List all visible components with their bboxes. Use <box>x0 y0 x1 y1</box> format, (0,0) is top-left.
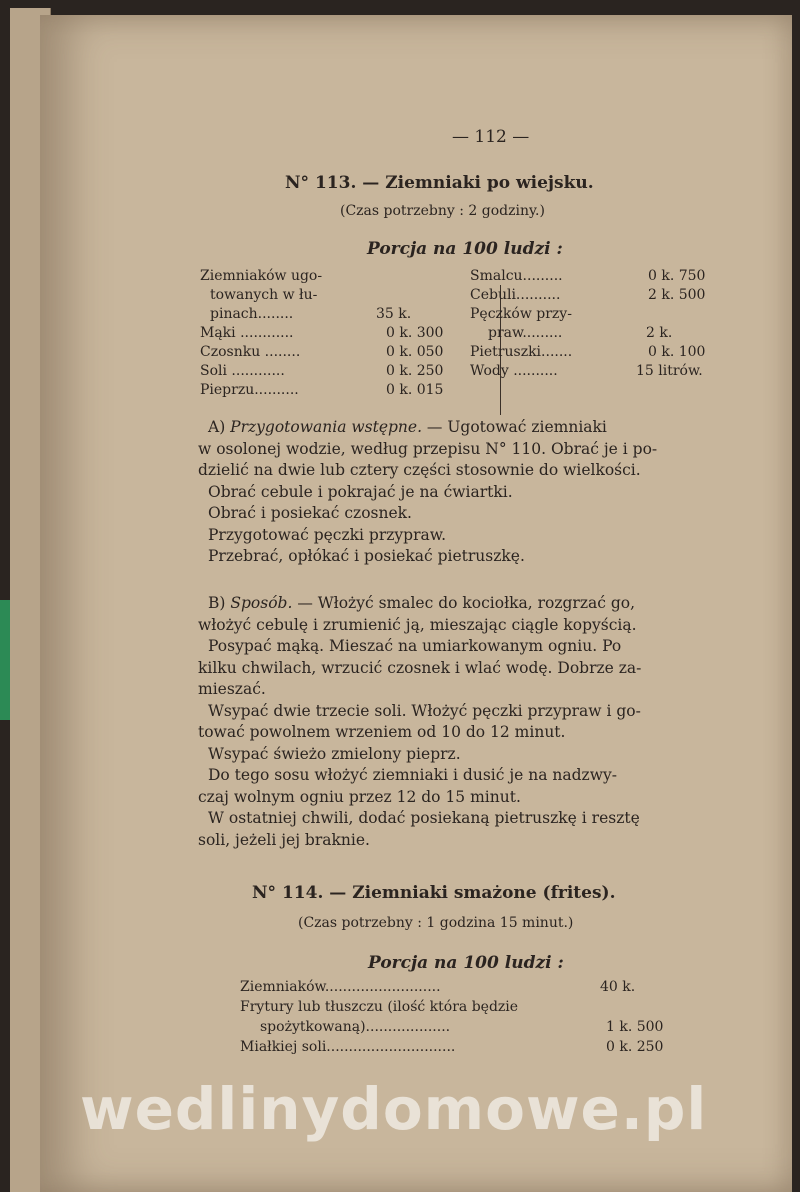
watermark: wedlinydomowe.pl <box>80 1075 708 1143</box>
book-page <box>40 15 792 1192</box>
ingredient-row: Czosnku ........ 0 k. 050 <box>200 344 444 360</box>
ingredient-row: Mąki ............ 0 k. 300 <box>200 325 444 341</box>
ingredient-row: Miałkiej soli............................. 0 k. 250 <box>240 1039 664 1055</box>
ingredient-row: Ziemniaków ugo- <box>200 268 323 284</box>
section-b: B) Sposób. — Włożyć smalec do kociołka, rozgrzać go, włożyć cebulę i zrumienić ją, mieszając ciągle kopyścią. Posypać mąką. Mieszać na umiarkowanym ogniu. Po kilku chwilach, wrzucić czosnek i wlać wodę. Dobrze za- mieszać. Wsypać dwie trzecie soli. Włożyć pęczki przypraw i go- tować powolnem wrzeniem od 10 do 12 minut. Wsypać świeżo zmielony pieprz. Do tego sosu włożyć ziemniaki i dusić je na nadzwy- czaj wolnym ogniu przez 12 do 15 minut. W ostatniej chwili, dodać posiekaną pietruszkę i resztę soli, jeżeli jej braknie. <box>198 594 642 849</box>
ingredient-row: Soli ............ 0 k. 250 <box>200 363 444 379</box>
ingredients-left <box>200 267 444 400</box>
recipe-114-portion: Porcja na 100 ludzi : <box>368 953 564 973</box>
ingredient-row: Pęczków przy- <box>470 306 572 322</box>
recipe-114-time: (Czas potrzebny : 1 godzina 15 minut.) <box>298 915 574 931</box>
ingredient-row: Pietruszki....... 0 k. 100 <box>470 344 706 360</box>
section-a: A) Przygotowania wstępne. — Ugotować ziemniaki w osolonej wodzie, według przepisu N° 110. Obrać je i po- dzielić na dwie lub cztery części stosownie do wielkości. Obrać cebule i pokrajać je na ćwiartki. Obrać i posiekać czosnek. Przygotować pęczki przypraw. Przebrać, opłókać i posiekać pietruszkę. <box>198 418 658 565</box>
ingredient-row: praw......... 2 k. <box>488 325 673 341</box>
page-number: — 112 — <box>452 127 530 147</box>
ingredient-row: pinach........ 35 k. <box>210 306 412 322</box>
recipe-113-time: (Czas potrzebny : 2 godziny.) <box>340 203 545 219</box>
ingredient-row: Frytury lub tłuszczu (ilość która będzie <box>240 999 519 1015</box>
recipe-113-portion: Porcja na 100 ludzi : <box>367 239 563 259</box>
recipe-114-ingredients <box>240 977 664 1057</box>
ingredients-right <box>470 267 706 381</box>
ingredient-row: Smalcu......... 0 k. 750 <box>470 268 706 284</box>
section-a-title: Przygotowania wstępne. <box>230 418 422 436</box>
ingredient-row: towanych w łu- <box>210 287 318 303</box>
ingredient-row: Cebuli.......... 2 k. 500 <box>470 287 706 303</box>
recipe-113-title: N° 113. — Ziemniaki po wiejsku. <box>285 173 594 193</box>
recipe-114-title: N° 114. — Ziemniaki smażone (frites). <box>252 883 616 903</box>
ingredient-row: Ziemniaków.......................... 40 k. <box>240 979 636 995</box>
ingredient-row: Pieprzu.......... 0 k. 015 <box>200 382 444 398</box>
ingredient-row: spożytkowaną)................... 1 k. 500 <box>260 1019 664 1035</box>
section-b-title: Sposób. <box>230 594 293 612</box>
ingredient-row: Wody .......... 15 litrów. <box>470 363 703 379</box>
